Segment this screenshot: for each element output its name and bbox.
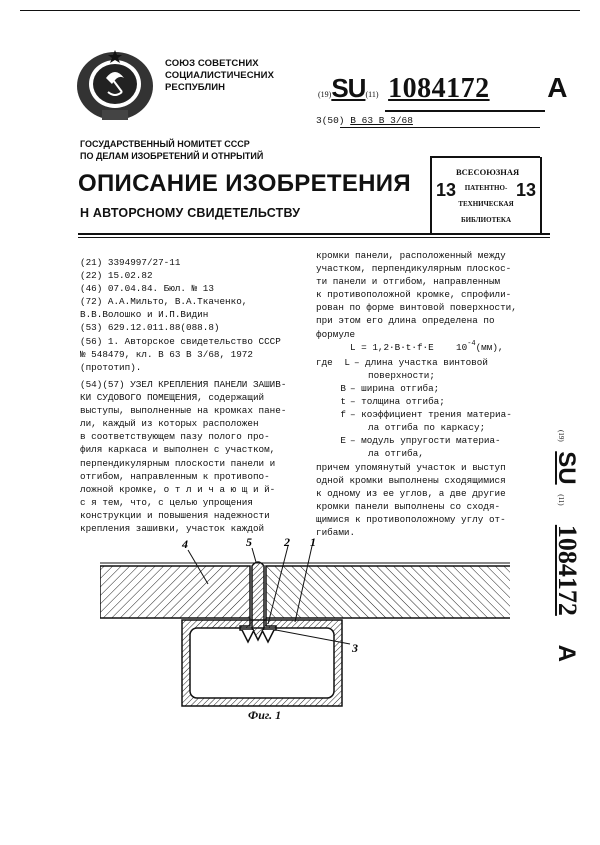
definition <box>316 434 551 447</box>
country-name-line: СОЦИАЛИСТИЧЕСНИХ <box>165 70 275 81</box>
definition <box>316 395 551 408</box>
figure-label: 3 <box>352 641 358 655</box>
classification-code-tag: 3(50) <box>316 115 345 126</box>
claim-line: участком, перпендикулярным плоскос- <box>316 263 512 275</box>
committee-line: ГОСУДАРСТВЕННЫЙ НОМИТЕТ СССР <box>80 139 250 149</box>
definition-continuation: ла отгиба по каркасу; <box>368 422 486 434</box>
abstract-line: ложной кромке, о т л и ч а ю щ и й- <box>80 483 276 495</box>
definition-continuation: ла отгиба, <box>368 448 424 460</box>
biblio-line: В.В.Волошко и И.П.Видин <box>80 309 209 321</box>
side-number-code-tag: (11) <box>557 494 565 506</box>
definition-text: – коэффициент трения материа- <box>350 409 512 421</box>
definition <box>316 382 551 395</box>
claim-line: к одному из ее углов, а две другие <box>316 487 506 499</box>
abstract-line: ли, каждый из которых расположен <box>80 418 259 430</box>
abstract-line: в соответствующем пазу полого про- <box>80 431 270 443</box>
country-name <box>165 58 274 94</box>
definition-symbol: f <box>340 409 346 421</box>
definition-symbol: E <box>340 435 346 447</box>
definition-text: – толщина отгиба; <box>350 396 445 408</box>
biblio-line: № 548479, кл. В 63 В 3/68, 1972 <box>80 348 253 360</box>
side-country-code: SU <box>553 451 580 485</box>
figure-label: 2 <box>284 536 290 549</box>
biblio-line: (46) 07.04.84. Бюл. № 13 <box>80 283 214 295</box>
definition-continuation: поверхности; <box>368 369 435 381</box>
figure-caption: Фиг. 1 <box>248 708 282 722</box>
claim-line: причем упомянутый участок и выступ <box>316 461 506 473</box>
committee-line: ПО ДЕЛАМ ИЗОБРЕТЕНИЙ И ОТНРЫТИЙ <box>80 151 264 161</box>
abstract-line: КИ СУДОВОГО ПОМЕЩЕНИЯ, содержащий <box>80 392 265 404</box>
claim-line: кромки панели, расположенный между <box>316 250 506 261</box>
figure-label: 1 <box>310 536 316 549</box>
committee-name <box>80 138 263 162</box>
formula-unit: (мм), <box>475 341 504 353</box>
side-country-code-tag: (19) <box>557 430 565 442</box>
abstract-line: конструкции и повышения надежности <box>80 509 270 521</box>
where-label: где <box>316 356 333 368</box>
claim-line: к противоположной кромке, спрофили- <box>316 289 512 301</box>
figure-label: 5 <box>246 536 252 549</box>
claim-continuation <box>316 249 551 539</box>
definitions <box>316 356 551 461</box>
biblio-line: (72) А.А.Мильто, В.А.Ткаченко, <box>80 296 248 308</box>
abstract-line: с я тем, что, с целью упрощения <box>80 496 253 508</box>
header-bottom-rule <box>78 233 550 235</box>
claim-line: кромки панели выполнены со сходя- <box>316 500 501 512</box>
definition-symbol: L <box>344 356 350 368</box>
definition <box>316 408 551 421</box>
claim-line: при этом его длина определена по <box>316 315 495 327</box>
biblio-line: (21) 3394997/27-11 <box>80 257 181 268</box>
formula <box>316 341 551 356</box>
formula-exponent: -4 <box>467 339 476 348</box>
country-code: SU <box>331 73 366 103</box>
stamp-line: ВСЕСОЮЗНАЯ <box>456 167 520 177</box>
number-code-tag: (11) <box>365 90 379 99</box>
definition-text: – ширина отгиба; <box>350 382 440 394</box>
biblio-line: (22) 15.02.82 <box>80 270 153 282</box>
definition-text: – длина участка винтовой <box>354 356 488 368</box>
abstract-line: отгибом, направленным к противопо- <box>80 470 270 482</box>
side-publication-number <box>552 430 582 670</box>
definition <box>316 356 551 369</box>
side-patent-number: 1084172 <box>553 524 582 616</box>
claim-line: рован по форме винтовой поверхности, <box>316 302 517 314</box>
panel-left <box>100 566 250 618</box>
stamp-number-right: 13 <box>515 180 536 200</box>
patent-number: 1084172 <box>388 73 490 104</box>
abstract-line: (54)(57) УЗЕЛ КРЕПЛЕНИЯ ПАНЕЛИ ЗАШИВ- <box>80 379 287 390</box>
top-rule <box>20 10 580 11</box>
abstract-line: крепления зашивки, участок каждой <box>80 523 265 535</box>
abstract-line: филя каркаса и выполнен с участком, <box>80 444 276 456</box>
stamp-line: ТЕХНИЧЕСКАЯ <box>458 200 514 208</box>
classif-rule <box>340 127 540 128</box>
kind-code: A <box>547 72 568 103</box>
definition-text: – модуль упругости материа- <box>350 435 501 447</box>
pubno-rule <box>385 110 545 112</box>
claim-line: формуле <box>316 328 356 340</box>
formula-factor: 10 <box>456 341 468 353</box>
side-kind-code: A <box>553 644 580 662</box>
stamp-line: БИБЛИОТЕКА <box>460 216 512 224</box>
claim-line: гибами. <box>316 526 356 538</box>
classification <box>316 115 413 126</box>
country-code-tag: (19) <box>318 90 332 99</box>
definition-symbol: B <box>340 382 346 394</box>
figure-drawing <box>100 536 510 711</box>
claim-line: ти панели и отгибом, направленным <box>316 276 501 288</box>
definition-symbol: t <box>340 396 346 408</box>
biblio-line: (прототип). <box>80 361 142 373</box>
formula-expression: L = 1,2·B·t·f·E <box>350 341 434 353</box>
stamp-number-left: 13 <box>436 180 457 200</box>
claim-line: щимися к противоположному углу от- <box>316 513 506 525</box>
abstract-line: перпендикулярным плоскости панели и <box>80 457 276 469</box>
figure-label: 4 <box>182 537 188 551</box>
biblio-line: (53) 629.12.011.88(088.8) <box>80 322 220 334</box>
panel-right <box>266 566 510 618</box>
classification-value: B 63 B 3/68 <box>350 115 413 126</box>
header-bottom-rule-thin <box>78 237 550 238</box>
abstract-line: выступы, выполненные на кромках пане- <box>80 405 287 417</box>
publication-number <box>318 72 567 105</box>
library-stamp <box>430 157 542 233</box>
document-subtitle: Н АВТОРСНОМУ СВИДЕТЕЛЬСТВУ <box>80 206 301 220</box>
stamp-line: ПАТЕНТНО- <box>464 184 508 192</box>
ussr-emblem-icon <box>72 48 158 124</box>
country-name-line: СОЮЗ СОВЕТСНИХ <box>165 58 259 69</box>
document-title: ОПИСАНИЕ ИЗОБРЕТЕНИЯ <box>78 170 411 197</box>
biblio-line: (56) 1. Авторское свидетельство СССР <box>80 335 281 347</box>
abstract <box>80 378 312 535</box>
bibliographic-data <box>80 256 305 374</box>
leader-line <box>252 548 256 562</box>
country-name-line: РЕСПУБЛИН <box>165 82 226 93</box>
claim-line: одной кромки выполнены сходящимися <box>316 474 506 486</box>
